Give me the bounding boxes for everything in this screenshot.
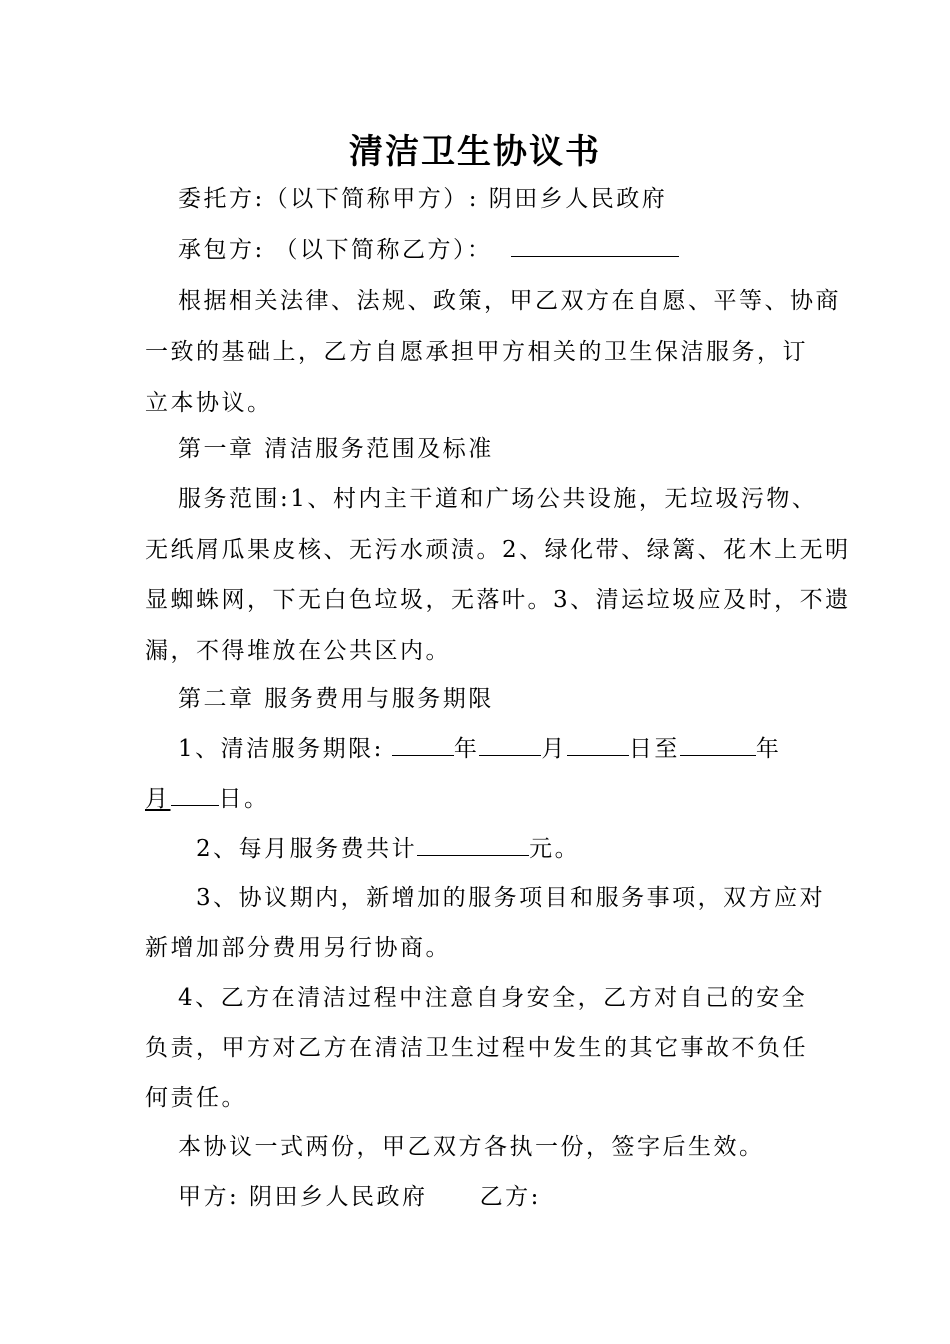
document-title: 清洁卫生协议书 xyxy=(349,132,601,172)
item4-line-1: 4、乙方在清洁过程中注意自身安全，乙方对自己的安全 xyxy=(178,985,808,1011)
chapter1-line-4: 漏，不得堆放在公共区内。 xyxy=(145,638,451,664)
intro-line-3: 立本协议。 xyxy=(145,390,273,416)
client-text: 委托方:（以下简称甲方）: 阴田乡人民政府 xyxy=(178,186,668,212)
start-month-label: 月 xyxy=(541,736,567,762)
fee-unit: 元。 xyxy=(529,836,581,862)
chapter1-heading: 第一章 清洁服务范围及标准 xyxy=(178,436,494,462)
fee-label: 2、每月服务费共计 xyxy=(196,836,418,862)
contractor-blank[interactable] xyxy=(511,236,679,257)
item3-line-2: 新增加部分费用另行协商。 xyxy=(145,935,451,961)
item4-line-3: 何责任。 xyxy=(145,1085,247,1111)
term-line xyxy=(178,734,781,764)
contractor-text: 承包方: （以下简称乙方）： xyxy=(178,237,493,263)
term-line-end xyxy=(145,784,270,814)
client-line xyxy=(178,184,667,214)
chapter1-line-1: 服务范围:1、村内主干道和广场公共设施，无垃圾污物、 xyxy=(178,486,818,512)
signature-line xyxy=(178,1182,541,1212)
party-a-signature: 甲方: 阴田乡人民政府 xyxy=(178,1184,428,1210)
contractor-line xyxy=(178,235,679,265)
end-month-label: 月 xyxy=(145,786,171,812)
start-year-blank[interactable] xyxy=(392,735,454,756)
chapter2-heading: 第二章 服务费用与服务期限 xyxy=(178,686,494,712)
end-day-blank[interactable] xyxy=(171,785,219,806)
day-to-label: 日至 xyxy=(628,736,680,762)
end-year-label: 年 xyxy=(755,736,782,762)
closing-line: 本协议一式两份，甲乙双方各执一份，签字后生效。 xyxy=(178,1134,765,1160)
start-day-blank[interactable] xyxy=(567,735,629,756)
party-b-signature: 乙方: xyxy=(479,1184,541,1210)
chapter1-line-3: 显蜘蛛网，下无白色垃圾，无落叶。3、清运垃圾应及时，不遗 xyxy=(145,587,851,613)
end-year-blank[interactable] xyxy=(680,735,756,756)
fee-line xyxy=(196,834,580,864)
chapter1-line-2: 无纸屑瓜果皮核、无污水顽渍。2、绿化带、绿篱、花木上无明 xyxy=(145,537,851,563)
intro-line-2: 一致的基础上，乙方自愿承担甲方相关的卫生保洁服务，订 xyxy=(145,339,808,365)
fee-blank[interactable] xyxy=(417,835,529,856)
start-year-label: 年 xyxy=(453,736,480,762)
end-day-label: 日。 xyxy=(218,786,270,812)
item3-line-1: 3、协议期内，新增加的服务项目和服务事项，双方应对 xyxy=(196,885,826,911)
item4-line-2: 负责，甲方对乙方在清洁卫生过程中发生的其它事故不负任 xyxy=(145,1035,808,1061)
term-label: 1、清洁服务期限: xyxy=(178,736,384,762)
intro-line-1: 根据相关法律、法规、政策，甲乙双方在自愿、平等、协商 xyxy=(178,288,841,314)
start-month-blank[interactable] xyxy=(479,735,541,756)
